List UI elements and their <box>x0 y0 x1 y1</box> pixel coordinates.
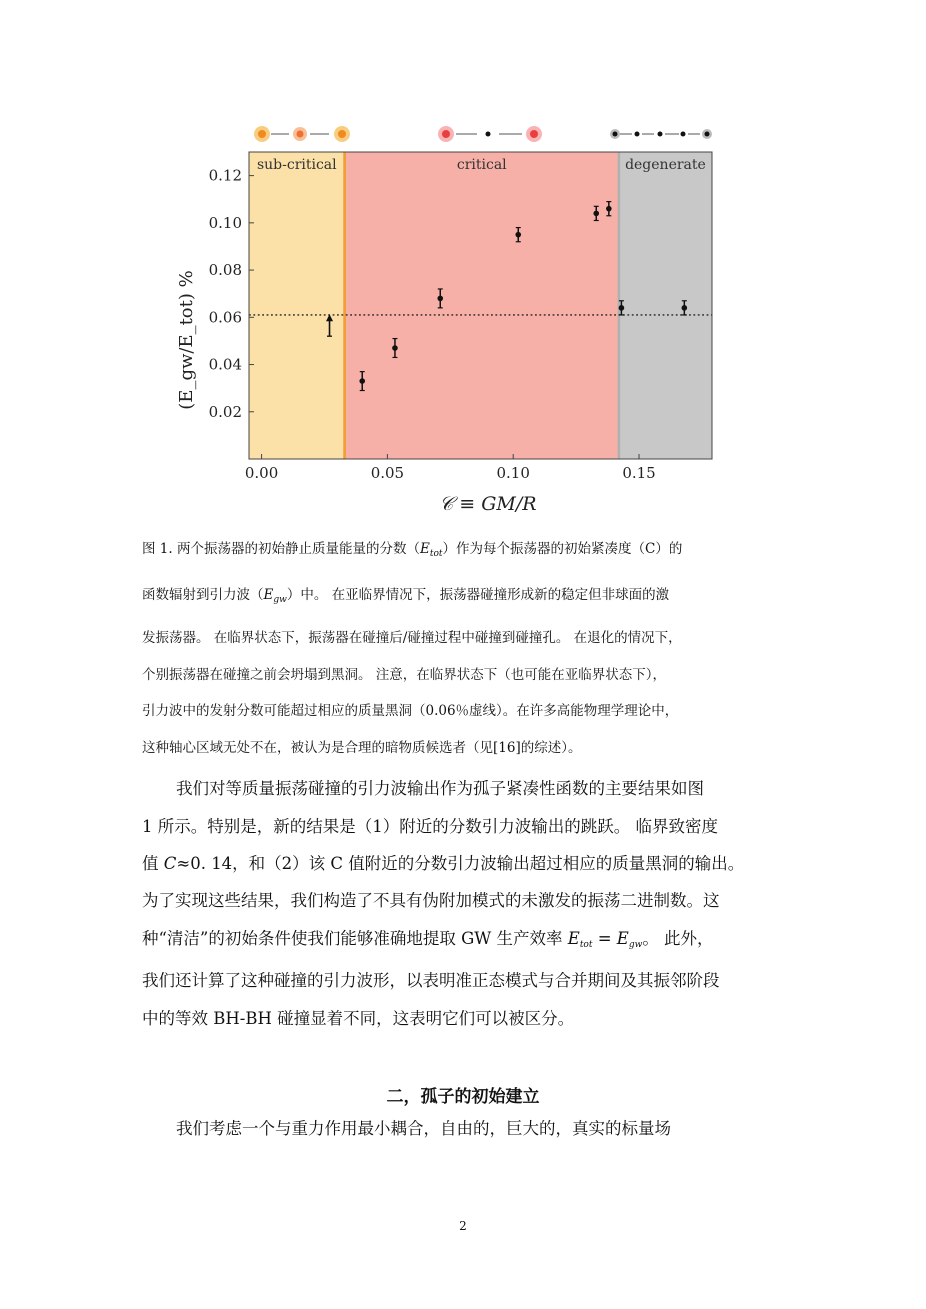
critical-star-core-icon <box>530 130 538 138</box>
y-axis-label: (E_gw/E_tot) % <box>176 270 197 410</box>
data-point <box>392 345 398 351</box>
black-hole-icon <box>635 132 640 137</box>
data-point <box>606 206 612 212</box>
collision-diagram-icons <box>254 126 712 142</box>
paragraph-line-4: 为了实现这些结果，我们构造了不具有伪附加模式的未激发的振荡二进制数。这 <box>142 891 720 910</box>
subcritical-star-core-icon <box>297 131 304 138</box>
data-point <box>682 305 688 311</box>
subcritical-star-core-icon <box>258 130 266 138</box>
x-tick-label: 0.15 <box>622 464 656 482</box>
paragraph-line-1: 我们对等质量振荡碰撞的引力波输出作为孤子紧凑性函数的主要结果如图 <box>176 779 704 798</box>
data-point <box>515 232 521 238</box>
region-label-degenerate: degenerate <box>625 157 706 173</box>
page-number: 2 <box>459 1219 467 1233</box>
chart-regions <box>249 152 712 459</box>
region-label-critical: critical <box>456 157 507 173</box>
data-point <box>619 305 625 311</box>
subcritical-star-core-icon <box>338 130 346 138</box>
x-tick-label: 0.10 <box>496 464 530 482</box>
section-heading: 二，孤子的初始建立 <box>386 1087 540 1107</box>
y-tick-label: 0.02 <box>208 402 242 421</box>
region-critical <box>345 152 619 459</box>
x-tick-label: 0.05 <box>370 464 405 482</box>
data-point <box>437 296 443 302</box>
black-hole-icon <box>681 132 686 137</box>
y-tick-label: 0.10 <box>208 213 242 232</box>
data-point <box>359 378 365 384</box>
caption-line-5: 引力波中的发射分数可能超过相应的质量黑洞（0.06％虚线）。在许多高能物理学理论中， <box>142 703 679 719</box>
paragraph-line-6: 我们还计算了这种碰撞的引力波形，以表明准正态模式与合并期间及其振邻阶段 <box>142 971 720 990</box>
caption-line-6: 这种轴心区域无处不在，被认为是合理的暗物质候选者（见[16]的综述）。 <box>142 740 582 756</box>
paragraph-line-7: 中的等效 BH-BH 碰撞显着不同，这表明它们可以被区分。 <box>142 1009 575 1028</box>
figure-1-chart <box>172 122 717 514</box>
caption-line-3: 发振荡器。 在临界状态下，振荡器在碰撞后/碰撞过程中碰撞到碰撞孔。 在退化的情况下， <box>142 630 682 646</box>
y-tick-label: 0.06 <box>208 308 242 327</box>
region-degenerate <box>619 152 712 459</box>
black-hole-icon <box>486 132 491 137</box>
y-tick-label: 0.08 <box>208 261 242 280</box>
x-axis-label: 𝒞 ≡ GM/R <box>439 493 537 514</box>
y-tick-label: 0.04 <box>208 355 242 374</box>
degenerate-bh-icon <box>613 132 618 137</box>
critical-star-core-icon <box>442 130 450 138</box>
paragraph-line-2: 1 所示。特别是，新的结果是（1）附近的分数引力波输出的跳跃。 临界致密度 <box>142 817 718 836</box>
paragraph-line-3: 值 C≈0. 14，和（2）该 C 值附近的分数引力波输出超过相应的质量黑洞的输出。 <box>142 854 745 873</box>
x-tick-label: 0.00 <box>244 464 279 482</box>
degenerate-bh-icon <box>705 132 710 137</box>
region-sub-critical <box>249 152 345 459</box>
y-tick-label: 0.12 <box>208 166 242 185</box>
section-first-line: 我们考虑一个与重力作用最小耦合，自由的，巨大的，真实的标量场 <box>176 1119 671 1138</box>
caption-line-1: 图 1. 两个振荡器的初始静止质量能量的分数$(E_{tot})$作为每个振荡器的初始紧凑度（C）的 <box>142 541 683 559</box>
caption-line-4: 个别振荡器在碰撞之前会坍塌到黑洞。 注意，在临界状态下（也可能在亚临界状态下）， <box>142 667 667 683</box>
caption-line-2: 函数辐射到引力波$(E_{gw})$中。 在亚临界情况下，振荡器碰撞形成新的稳定但非球面的激 <box>142 587 670 605</box>
black-hole-icon <box>658 132 663 137</box>
region-label-sub-critical: sub-critical <box>256 157 337 173</box>
paragraph-line-5: 种“清洁”的初始条件使我们能够准确地提取 GW 生产效率 $E_{tot} = E_{gw}$。 此外， <box>142 929 714 950</box>
region-labels <box>257 157 706 173</box>
data-point <box>593 211 599 217</box>
